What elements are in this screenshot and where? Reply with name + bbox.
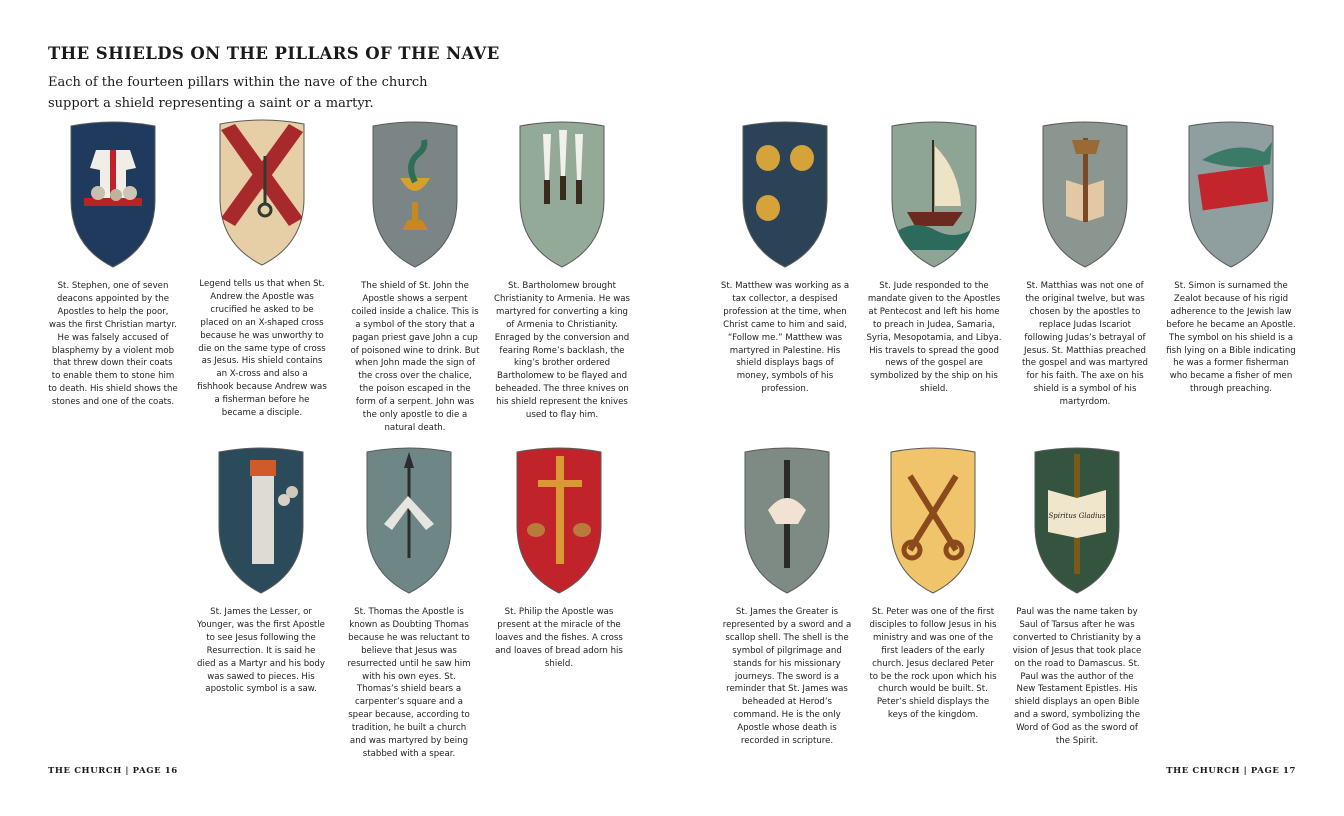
- shield-card-thomas: [344, 446, 474, 761]
- shield-card-bartholomew: [492, 120, 632, 422]
- shield-card-jude: [866, 120, 1002, 396]
- shield-saw-icon: [213, 446, 309, 596]
- shield-caption: St. Matthew was working as a tax collector, a despised profession at the time, when Christ came to him and said, “Follow me.” Matthew was martyred in Palestine. His shield displays bags of money, symbols of his profession.: [720, 281, 850, 395]
- shield-card-peter: [868, 446, 998, 722]
- shield-sword-and-scallop-icon: [739, 446, 835, 596]
- shield-square-and-spear-icon: [361, 446, 457, 596]
- shield-caption: St. James the Greater is represented by a sword and a scallop shell. The shell is the symbol of pilgrimage and stands for his missionary journeys. The sword is a reminder that St. James was beheaded at Herod’s command. He is the only Apostle whose death is recorded in scripture.: [722, 607, 852, 747]
- shield-caption: St. Philip the Apostle was present at the miracle of the loaves and the fishes. A cross and loaves of bread adorn his shield.: [495, 607, 623, 669]
- shield-card-paul: [1012, 446, 1142, 748]
- shield-caption: St. Simon is surnamed the Zealot because of his rigid adherence to the Jewish law before he became an Apostle. The symbol on his shield is a fish lying on a Bible indicating he was a former fisherman who became a fisher of men through preaching.: [1166, 281, 1296, 395]
- shield-ship-icon: [886, 120, 982, 270]
- shield-card-james-lesser: [196, 446, 326, 696]
- shield-caption: Legend tells us that when St. Andrew the Apostle was crucified he asked to be placed on an X-shaped cross because he was unworthy to die on the same type of cross as Jesus. His shield contains an X-cross and also a fishhook because Andrew was a fisherman before he became a disciple.: [197, 279, 327, 419]
- shield-caption: St. Jude responded to the mandate given to the Apostles at Pentecost and left his home to preach in Judea, Samaria, Syria, Mesopotamia, and Libya. His travels to spread the good news of the gospel are symbolized by the ship on his shield.: [866, 281, 1002, 395]
- shield-caption: St. Stephen, one of seven deacons appointed by the Apostles to help the poor, was the first Christian martyr. He was falsely accused of blasphemy by a violent mob that threw down their coats to enable them to stone him to death. His shield shows the stones and one of the coats.: [48, 281, 178, 408]
- footer-right: THE CHURCH | PAGE 17: [1166, 766, 1296, 776]
- shield-caption: St. Peter was one of the first disciples to follow Jesus in his ministry and was one of the first leaders of the early church. Jesus declared Peter to be the rock upon which his church would be built. St. Peter’s shield displays the keys of the kingdom.: [869, 607, 997, 721]
- shield-caption: The shield of St. John the Apostle shows a serpent coiled inside a chalice. This is a symbol of the story that a pagan priest gave John a cup of poisoned wine to drink. But when John made the sign of the cross over the chalice, the poison escaped in the form of a serpent. John was the only apostle to die a natural death.: [350, 281, 480, 433]
- footer-left: THE CHURCH | PAGE 16: [48, 766, 178, 776]
- shield-card-stephen: [48, 120, 178, 409]
- shield-three-knives-icon: [514, 120, 610, 270]
- book-inscription: Spiritus Gladius: [1048, 512, 1106, 520]
- shield-x-cross-fishhook-icon: [214, 118, 310, 268]
- shield-axe-and-book-icon: [1037, 120, 1133, 270]
- shield-serpent-chalice-icon: [367, 120, 463, 270]
- intro-text: Each of the fourteen pillars within the nave of the church support a shield representing a saint or a martyr.: [48, 75, 428, 111]
- shield-cross-and-loaves-icon: [511, 446, 607, 596]
- shield-caption: St. Bartholomew brought Christianity to Armenia. He was martyred for converting a king of Armenia to Christianity. Enraged by the conversion and fearing Rome’s backlash, the king’s brother ordered Bartholomew to be flayed and beheaded. The three knives on his shield represent the knives used to flay him.: [494, 281, 630, 421]
- shield-card-james-greater: [722, 446, 852, 748]
- shield-caption: St. James the Lesser, or Younger, was the first Apostle to see Jesus following the Resurrection. It is said he died as a Martyr and his body was sawed to pieces. His apostolic symbol is a saw.: [197, 607, 325, 695]
- shield-caption: St. Thomas the Apostle is known as Doubting Thomas because he was reluctant to believe that Jesus was resurrected until he saw him with his own eyes. St. Thomas’s shield bears a carpenter’s square and a spear because, according to tradition, he built a church and was martyred by being stabbed with a spear.: [347, 607, 471, 759]
- shield-card-simon: [1166, 120, 1296, 396]
- shield-crossed-keys-icon: [885, 446, 981, 596]
- shield-card-andrew: [197, 118, 327, 420]
- shield-caption: Paul was the name taken by Saul of Tarsus after he was converted to Christianity by a vision of Jesus that took place on the road to Damascus. St. Paul was the author of the New Testament Epistles. His shield displays an open Bible and a sword, symbolizing the Word of God as the sword of the Spirit.: [1012, 607, 1142, 747]
- shield-caption: St. Matthias was not one of the original twelve, but was chosen by the apostles to replace Judas Iscariot following Judas’s betrayal of Jesus. St. Matthias preached the gospel and was martyred for his faith. The axe on his shield is a symbol of his martyrdom.: [1021, 281, 1148, 408]
- shield-fish-on-bible-icon: [1183, 120, 1279, 270]
- shield-card-john: [350, 120, 480, 435]
- shield-bible-and-sword-icon: [1029, 446, 1125, 596]
- shield-money-bags-icon: [737, 120, 833, 270]
- shield-coat-and-stones-icon: [65, 120, 161, 270]
- shield-card-matthias: [1020, 120, 1150, 409]
- shield-card-philip: [494, 446, 624, 671]
- shield-card-matthew: [720, 120, 850, 396]
- page-title: THE SHIELDS ON THE PILLARS OF THE NAVE: [48, 44, 500, 63]
